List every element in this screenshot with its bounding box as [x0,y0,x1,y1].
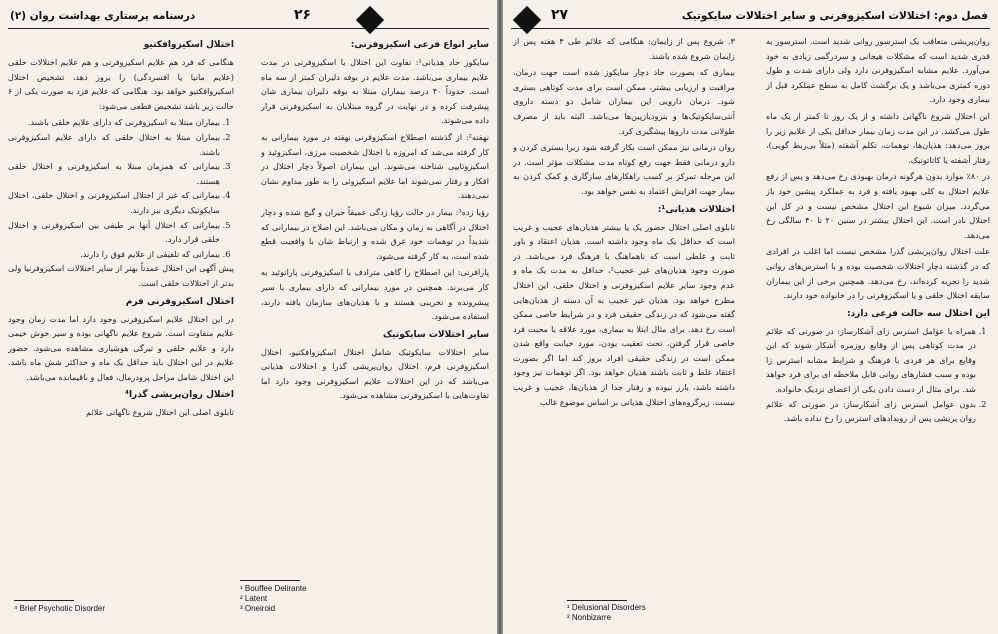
list-item: 3. بیمارانی که همزمان مبتلا به اسکیزوفرنی و اختلال خلقی هستند. [8,159,220,188]
page-number: ۲۷ [551,7,569,23]
section-heading: این اختلال سه حالت فرعی دارد: [846,308,990,319]
list-item: 2. بیماران مبتلا به اختلال خلقی که دارای علایم اسکیزوفرنی باشند. [8,130,220,159]
paragraph: سایکوز حاد هذیانی¹: تفاوت این اختلال با اسکیزوفرنی در مدت علایم بیماری می‌باشد. مدت علایم در بوفه دلیران کمتر از سه ماه است. حدوداً ۴۰ درصد بیماران مبتلا به بوفه دلیران بیماری شان پیشرفت کرده و در نهایت در گروه مبتلایان به اسکیزوفرنی قرار داده می‌شوند. [261,57,489,126]
numbered-list [8,115,234,261]
running-header-title: درسنامه پرستاری بهداشت روان (۲) [10,10,196,22]
paragraph: علت اختلال روان‌پریشی گذرا مشخص نیست اما اغلب در افرادی که در گذشته دچار اختلالات شخصیت بوده و با استرس‌های روانی شدید را تجربه کرده‌اند، رخ می‌دهد. همچنین برخی از این بیماران سابقه اختلال خلقی و یا اسکیزوفرنی را در خانواده خود دارند. [766,246,990,301]
left-page [0,0,497,634]
paragraph: سایر اختلالات سایکوتیک شامل اختلال اسکیزوافکتیو، اختلال اسکیزوفرنی فرم، اختلال روان‌پریشی گذرا و اختلالات هذیانی می‌باشد که در این اختلالات علایم اسکیزوفرنی وجود دارد اما تفاوت‌هایی با اسکیزوفرنی مشاهده می‌شود. [261,346,489,401]
list-item: 4. بیمارانی که غیر از اختلال اسکیزوفرنی و اختلال خلقی، اختلال سایکوتیک دیگری نیز دارند. [8,188,220,217]
section-heading: اختلال روان‌پریشی گذرا⁴ [125,390,234,401]
list-item: 1. همراه با عوامل استرس زای آشکارساز: در صورتی که علائم در مدت کوتاهی پس از وقایع روزمره آشکار شوند که این وقایع برای هر فردی با فرهنگ و شرایط مشابه استرس زا بوده و سبب فشارهای روانی قابل ملاحظه ای برای فرد خواهد شد. برای مثال از دست دادن یکی از اعضای نزدیک خانواده. [766,324,976,397]
list-item: ۳. شروع پس از زایمان: هنگامی که علائم طی ۴ هفته پس از زایمان شروع شده باشند. [513,36,735,61]
list-item: 1. بیماران مبتلا به اسکیزوفرنی که دارای علایم خلقی باشند. [8,115,220,130]
footnote-rule [567,600,627,601]
diamond-ornament-icon [356,6,384,34]
paragraph: هنگامی که فرد هم علایم اسکیزوفرنی و هم علایم اختلالات خلقی (علایم مانیا یا افسردگی) را بروز دهد، تشخیص اختلال اسکیزوافکتیو خواهد بود. هنگامی که علایم فرد به صورت یکی از ۶ حالت زیر باشد تشخیص قطعی می‌شود: [8,57,234,111]
paragraph: این اختلال شروع ناگهانی داشته و از یک روز تا کمتر از یک ماه طول می‌کشد. در این مدت زمان بیمار حداقل یکی از علایم زیر را بروز می‌دهد: هذیان‌ها، توهمات، تکلم آشفته (مثلاً بی‌ربط گویی)، رفتار آشفته یا کاتاتونیک. [766,110,990,165]
page-header [8,6,489,29]
text-column-left [513,34,735,594]
text-column-right [766,34,990,594]
diamond-ornament-icon [513,6,541,34]
footnote: ² Nonbizarre [567,613,612,622]
section-heading: سایر انواع فرعی اسکیزوفرنی: [350,40,489,50]
text-column-right [261,34,489,582]
section-heading: اختلال اسکیزوافکتیو [143,40,234,50]
list-item: 2. بدون عوامل استرس زای آشکارساز: در صورتی که علائم روان پریشی پس از رویدادهای استرس زا رخ نداده باشد. [766,397,976,426]
paragraph: روان درمانی نیز ممکن است بکار گرفته شود زیرا بستری کردن و دارو درمانی فقط جهت رفع کوتاه مدت مشکلات مؤثر است. در این مرحله تمرکز بر کسب راهکارهای سازگاری و کمک کردن به بیمار جهت افزایش اعتماد به نفس خواهد بود. [513,142,735,196]
paragraph: بیماری که بصورت حاد دچار سایکوز شده است جهت درمان، مراقبت و ارزیابی بیشتر، ممکن است برای مدت کوتاهی بستری شود. درمان دارویی این بیماران شامل دو دسته داروی آنتی‌سایکوتیک‌ها و بنزودیازپین‌ها می‌باشد. البته باید از مصرف طولانی مدت داروها پیشگیری کرد. [513,67,735,136]
paragraph: نهفته²: از گذشته اصطلاح اسکیزوفرنی نهفته در مورد بیمارانی به کار گرفته می‌شد که امروزه با اختلال شخصیت مرزی، اسکیزوئید و اسکیزوتایپی شناخته می‌شوند. این بیماران اصولاً دچار اختلال در افکار و رفتار نمی‌شوند اما علایم اسکیزوئی را به طور مداوم نشان نمی‌دهند. [261,131,489,201]
paragraph: تابلوی اصلی اختلال حضور یک یا بیشتر هذیان‌های عجیب و غریب است که حداقل یک ماه وجود داشته است. هذیان اعتقاد و باور ثابت و غلطی است که ناهماهنگ با فرهنگ فرد می‌باشد. در صورت وجود هذیان‌های غیر عجیب²، حداقل به مدت یک ماه و عدم وجود سایر علایم اسکیزوفرنی و اختلال خلقی، این اختلال مطرح خواهد بود. هذیان غیر عجیب به آن دسته از هذیان‌هایی گفته می‌شود که در زندگی حقیقی فرد و در شرایط خاصی ممکن است رخ دهد. برای مثال ابتلا به بیماری، مورد علاقه یا محبت فرد خاصی قرار گرفتن، تحت تعقیب بودن، مورد خیانت واقع شدن ممکن است در زندگی حقیقی افراد بروز کند اما اگر بصورت اعتقاد غلط و ثابت باشند هذیان خواهد بود. اگر توهمات نیز وجود داشته باشد، بارز نبوده و رفتار جدا از هذیان‌ها، عجیب و غریب نیست. زیرگروه‌های اختلال هذیانی بر اساس موضوع غالب [513,221,735,407]
running-header-title: فصل دوم: اختلالات اسکیزوفرنی و سایر اختلالات سایکوتیک [681,10,988,22]
footnote-rule [240,580,300,581]
page-number: ۲۶ [294,7,312,23]
paragraph: روان‌پریشی متعاقب یک استرسور روانی شدید است. استرسور به قدری شدید است که مشکلات هیجانی و سردرگمی زیادی به خود می‌آورد. علایم مشابه اسکیزوفرنی دارد ولی دارای شدت و طول دوره کمتری می‌باشد و یک برگشت کامل به سطح عملکرد قبل از بیماری وجود دارد. [766,36,990,105]
paragraph: رؤیا زده³: بیمار در حالت رؤیا زدگی عمیقاً حیران و گیج شده و دچار اختلال در آگاهی به زمان و مکان می‌باشد. این اصلاح در بیمارانی که شدیداً در توهمات خود غرق شده و ارتباط شان با واقعیت قطع شده است، به کار گرفته می‌شود. [261,206,489,261]
numbered-list [766,324,990,426]
section-heading: اختلال اسکیزوفرنی فرم [125,296,234,307]
footnotes [14,604,105,614]
footnote: ² Latent [240,594,268,603]
footnote: ³ Oneiroid [240,604,276,613]
footnote: ⁴ Brief Psychotic Disorder [14,604,106,613]
footnote: ¹ Delusional Disorders [567,603,646,612]
footnotes [240,584,307,614]
right-page [503,0,998,634]
section-heading: سایر اختلالات سایکوتیک [382,329,489,340]
text-column-left [8,34,234,582]
footnotes [567,603,646,623]
list-item: 6. بیمارانی که تلفیقی از علایم فوق را دارند. [8,247,220,262]
paragraph: پارافرنی: این اصطلاح را گاهی مترادف با اسکیزوفرنی پارانوئید به کار می‌برند. همچنین در مورد بیمارانی که دارای بیماری با سیر پیشرونده و تخریبی هستند و با هذیان‌های سازمان یافته دارند، استفاده می‌شود. [261,267,489,322]
paragraph: در ۸۰٪ موارد بدون هرگونه درمان بهبودی رخ می‌دهد و پس از رفع علایم اختلال به کلی بهبود یافته و فرد به عملکرد پیشین خود باز می‌گردد. میزان شیوع این اختلال مشخص نیست و در کل این اختلال نادر است. این اختلال بیشتر در سنین ۲۰ تا ۴۰ سالگی رخ می‌دهد. [766,171,990,240]
page-header [511,6,990,29]
footnote: ¹ Bouffee Delirante [240,584,307,593]
list-item: 5. بیمارانی که اختلال آنها بر طیفی بین اسکیزوفرنی و اختلال خلقی قرار دارد. [8,218,220,247]
paragraph: پیش آگهی این اختلال عمدتاً بهتر از سایر اختلالات اسکیزوفرنیا ولی بدتر از اختلالات خلقی است. [8,263,234,288]
paragraph: تابلوی اصلی این اختلال شروع ناگهانی علائم [86,407,234,418]
footnote-rule [14,600,74,601]
section-heading: اختلالات هذیانی¹: [657,204,735,215]
paragraph: در این اختلال علایم اسکیزوفرنی وجود دارد اما مدت زمان وجود علایم متفاوت است. شروع علایم ناگهانی بوده و سیر خوش خیمی دارد و علایم خلقی و تیرگی هوشیاری مشاهده می‌شود. حضور علایم در این اختلال باید حداقل یک ماه و حداکثر شش ماه باشد. این اختلال شامل مراحل پرودرمال، فعال و باقیمانده می‌باشد. [8,313,234,382]
